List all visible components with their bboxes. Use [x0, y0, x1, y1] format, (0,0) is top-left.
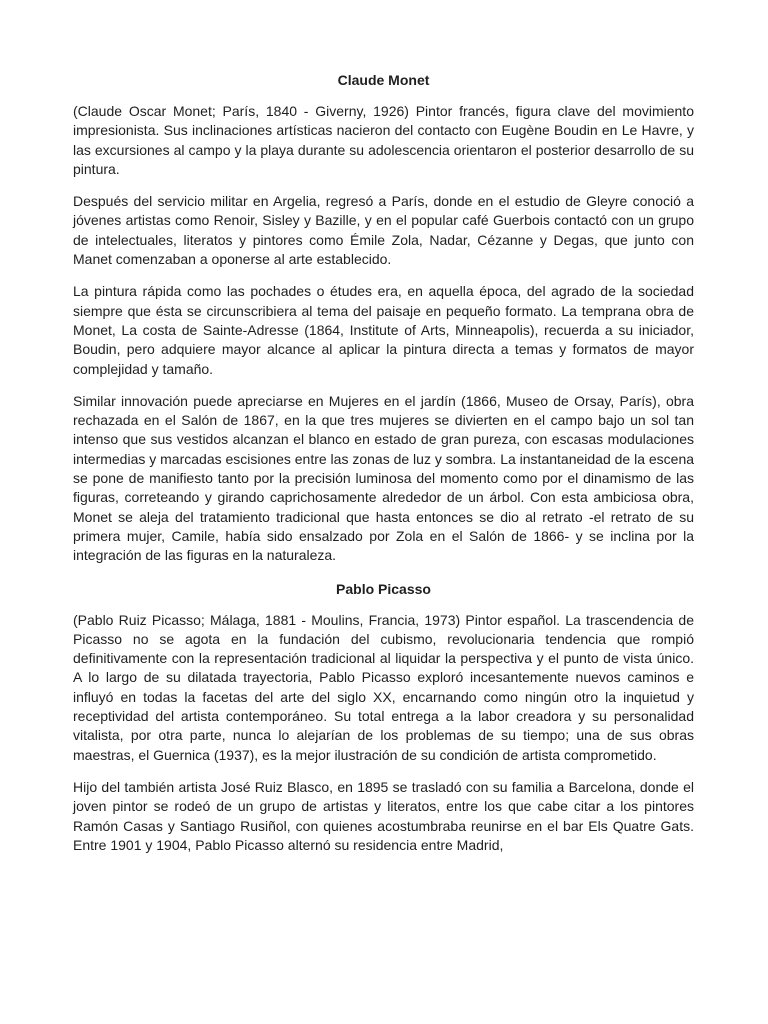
paragraph: La pintura rápida como las pochades o études era, en aquella época, del agrado de la sociedad siempre que ésta se circunscribiera al tema del paisaje en pequeño formato. La temprana obra de Monet, La costa de Sainte-Adresse (1864, Institute of Arts, Minneapolis), recuerda a su iniciador, Boudin, pero adquiere mayor alcance al aplicar la pintura directa a temas y formatos de mayor complejidad y tamaño. [73, 283, 694, 377]
paragraph: (Claude Oscar Monet; París, 1840 - Giverny, 1926) Pintor francés, figura clave del movimiento impresionista. Sus inclinaciones artísticas nacieron del contacto con Eugène Boudin en Le Havre, y las excursiones al campo y la playa durante su adolescencia orientaron el posterior desarrollo de su pintura. [73, 103, 694, 177]
paragraph: Después del servicio militar en Argelia, regresó a París, donde en el estudio de Gleyre conoció a jóvenes artistas como Renoir, Sisley y Bazille, y en el popular café Guerbois contactó con un grupo de intelectuales, literatos y pintores como Émile Zola, Nadar, Cézanne y Degas, que junto con Manet comenzaban a oponerse al arte establecido. [73, 193, 694, 268]
section-title-picasso: Pablo Picasso [336, 580, 431, 597]
paragraph: Hijo del también artista José Ruiz Blasco, en 1895 se trasladó con su familia a Barcelona, donde el joven pintor se rodeó de un grupo de artistas y literatos, entre los que cabe citar a los pintores Ramón Casas y Santiago Rusiñol, con quienes acostumbraba reunirse en el bar Els Quatre Gats. Entre 1901 y 1904, Pablo Picasso alternó su residencia entre Madrid, [73, 778, 694, 853]
document-page [73, 70, 694, 868]
paragraph: (Pablo Ruiz Picasso; Málaga, 1881 - Moulins, Francia, 1973) Pintor español. La trascendencia de Picasso no se agota en la fundación del cubismo, revolucionaria tendencia que rompió definitivamente con la representación tradicional al liquidar la perspectiva y el punto de vista único. A lo largo de su dilatada trayectoria, Pablo Picasso exploró incesantemente nuevos caminos e influyó en todas la facetas del arte del siglo XX, encarnando como ningún otro la inquietud y receptividad del artista contemporáneo. Su total entrega a la labor creadora y su personalidad vitalista, por otra parte, nunca lo alejarían de los problemas de su tiempo; una de sus obras maestras, el Guernica (1937), es la mejor ilustración de su condición de artista comprometido. [73, 611, 694, 763]
section-title-monet: Claude Monet [337, 72, 430, 88]
paragraph: Similar innovación puede apreciarse en Mujeres en el jardín (1866, Museo de Orsay, París), obra rechazada en el Salón de 1867, en la que tres mujeres se divierten en el campo bajo un sol tan intenso que sus vestidos alcanzan el blanco en estado de gran pureza, con escasas modulaciones intermedias y marcadas escisiones entre las zonas de luz y sombra. La instantaneidad de la escena se pone de manifiesto tanto por la precisión luminosa del momento como por el dinamismo de las figuras, correteando y girando caprichosamente alrededor de un árbol. Con esta ambiciosa obra, Monet se aleja del tratamiento tradicional que hasta entonces se dio al retrato -el retrato de su primera mujer, Camile, había sido ensalzado por Zola en el Salón de 1866- y se inclina por la integración de las figuras en la naturaleza. [73, 392, 695, 564]
